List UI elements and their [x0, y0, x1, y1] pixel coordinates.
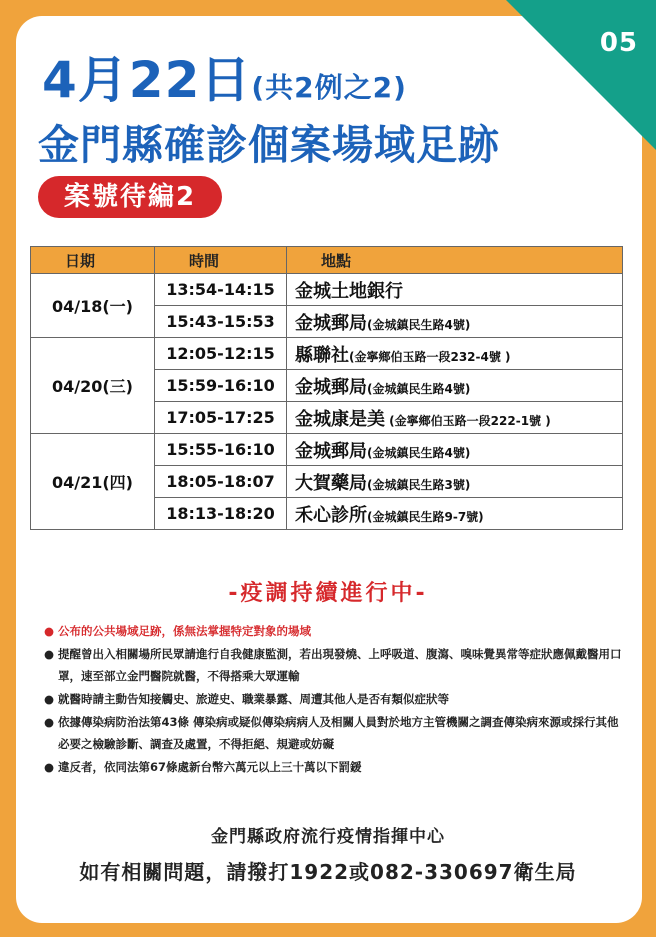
table-row: [31, 274, 623, 306]
bullet-icon: ●: [44, 715, 55, 729]
time-cell: 12:05-12:15: [155, 338, 287, 370]
place-cell: [287, 306, 623, 338]
header-date: 日期: [31, 247, 155, 274]
note-text: 提醒曾出入相關場所民眾請進行自我健康監測，若出現發燒、上呼吸道、腹瀉、嗅味覺異常等症狀應佩戴醫用口罩，速至部立金門醫院就醫，不得搭乘大眾運輸: [58, 647, 622, 683]
place-cell: [287, 338, 623, 370]
page-subtitle: 金門縣確診個案場域足跡: [38, 121, 500, 169]
table-row: [31, 338, 623, 370]
list-item: [44, 643, 624, 687]
place-cell: [287, 466, 623, 498]
case-badge: 案號待編2: [38, 176, 222, 218]
place-name: 禾心診所: [295, 504, 367, 526]
note-text: 就醫時請主動告知接觸史、旅遊史、職業暴露、周遭其他人是否有類似症狀等: [58, 692, 449, 706]
place-address: (金寧鄉伯玉路一段232-4號 ): [349, 349, 511, 364]
place-name: 金城郵局: [295, 440, 367, 462]
table-header-row: [31, 247, 623, 274]
place-name: 大賀藥局: [295, 472, 367, 494]
corner-decoration: [506, 0, 656, 150]
place-cell: [287, 370, 623, 402]
time-cell: 18:05-18:07: [155, 466, 287, 498]
place-name: 縣聯社: [295, 344, 349, 366]
footprint-table: [30, 246, 623, 530]
date-cell: 04/18(一): [31, 274, 155, 338]
bullet-icon: ●: [44, 647, 55, 661]
page-title: [42, 40, 407, 112]
time-cell: 15:59-16:10: [155, 370, 287, 402]
header-time: 時間: [155, 247, 287, 274]
bullet-icon: ●: [44, 692, 55, 706]
bullet-icon: ●: [44, 624, 55, 638]
notice-list: [44, 620, 624, 779]
time-cell: 13:54-14:15: [155, 274, 287, 306]
title-case-count: (共2例之2): [251, 71, 407, 104]
place-address: (金城鎮民生路4號): [367, 445, 471, 460]
list-item: [44, 711, 624, 755]
list-item: [44, 688, 624, 710]
investigation-status: -疫調持續進行中-: [228, 581, 428, 606]
place-cell: [287, 402, 623, 434]
footer-organization: 金門縣政府流行疫情指揮中心: [211, 827, 445, 847]
place-cell: [287, 274, 623, 306]
place-address: (金城鎮民生路4號): [367, 381, 471, 396]
place-address: (金城鎮民生路9-7號): [367, 509, 484, 524]
page-number: 05: [599, 28, 638, 58]
table-row: [31, 434, 623, 466]
place-address: (金寧鄉伯玉路一段222-1號 ): [385, 413, 551, 428]
place-cell: [287, 498, 623, 530]
title-date: 4月22日: [42, 51, 252, 109]
place-address: (金城鎮民生路3號): [367, 477, 471, 492]
note-text: 違反者，依同法第67條處新台幣六萬元以上三十萬以下罰鍰: [58, 760, 362, 774]
date-cell: 04/20(三): [31, 338, 155, 434]
place-name: 金城郵局: [295, 376, 367, 398]
list-item: [44, 756, 624, 778]
time-cell: 18:13-18:20: [155, 498, 287, 530]
place-name: 金城郵局: [295, 312, 367, 334]
header-place: 地點: [287, 247, 623, 274]
place-name: 金城土地銀行: [295, 280, 403, 302]
date-cell: 04/21(四): [31, 434, 155, 530]
note-text: 公布的公共場域足跡，係無法掌握特定對象的場域: [58, 624, 311, 638]
place-address: (金城鎮民生路4號): [367, 317, 471, 332]
time-cell: 15:55-16:10: [155, 434, 287, 466]
place-cell: [287, 434, 623, 466]
time-cell: 15:43-15:53: [155, 306, 287, 338]
place-name: 金城康是美: [295, 408, 385, 430]
bullet-icon: ●: [44, 760, 55, 774]
list-item: [44, 620, 624, 642]
time-cell: 17:05-17:25: [155, 402, 287, 434]
note-text: 依據傳染病防治法第43條 傳染病或疑似傳染病病人及相關人員對於地方主管機關之調查傳染病來源或採行其他必要之檢驗診斷、調查及處置，不得拒絕、規避或妨礙: [58, 715, 619, 751]
footer-contact: 如有相關問題，請撥打1922或082-330697衛生局: [79, 860, 577, 884]
